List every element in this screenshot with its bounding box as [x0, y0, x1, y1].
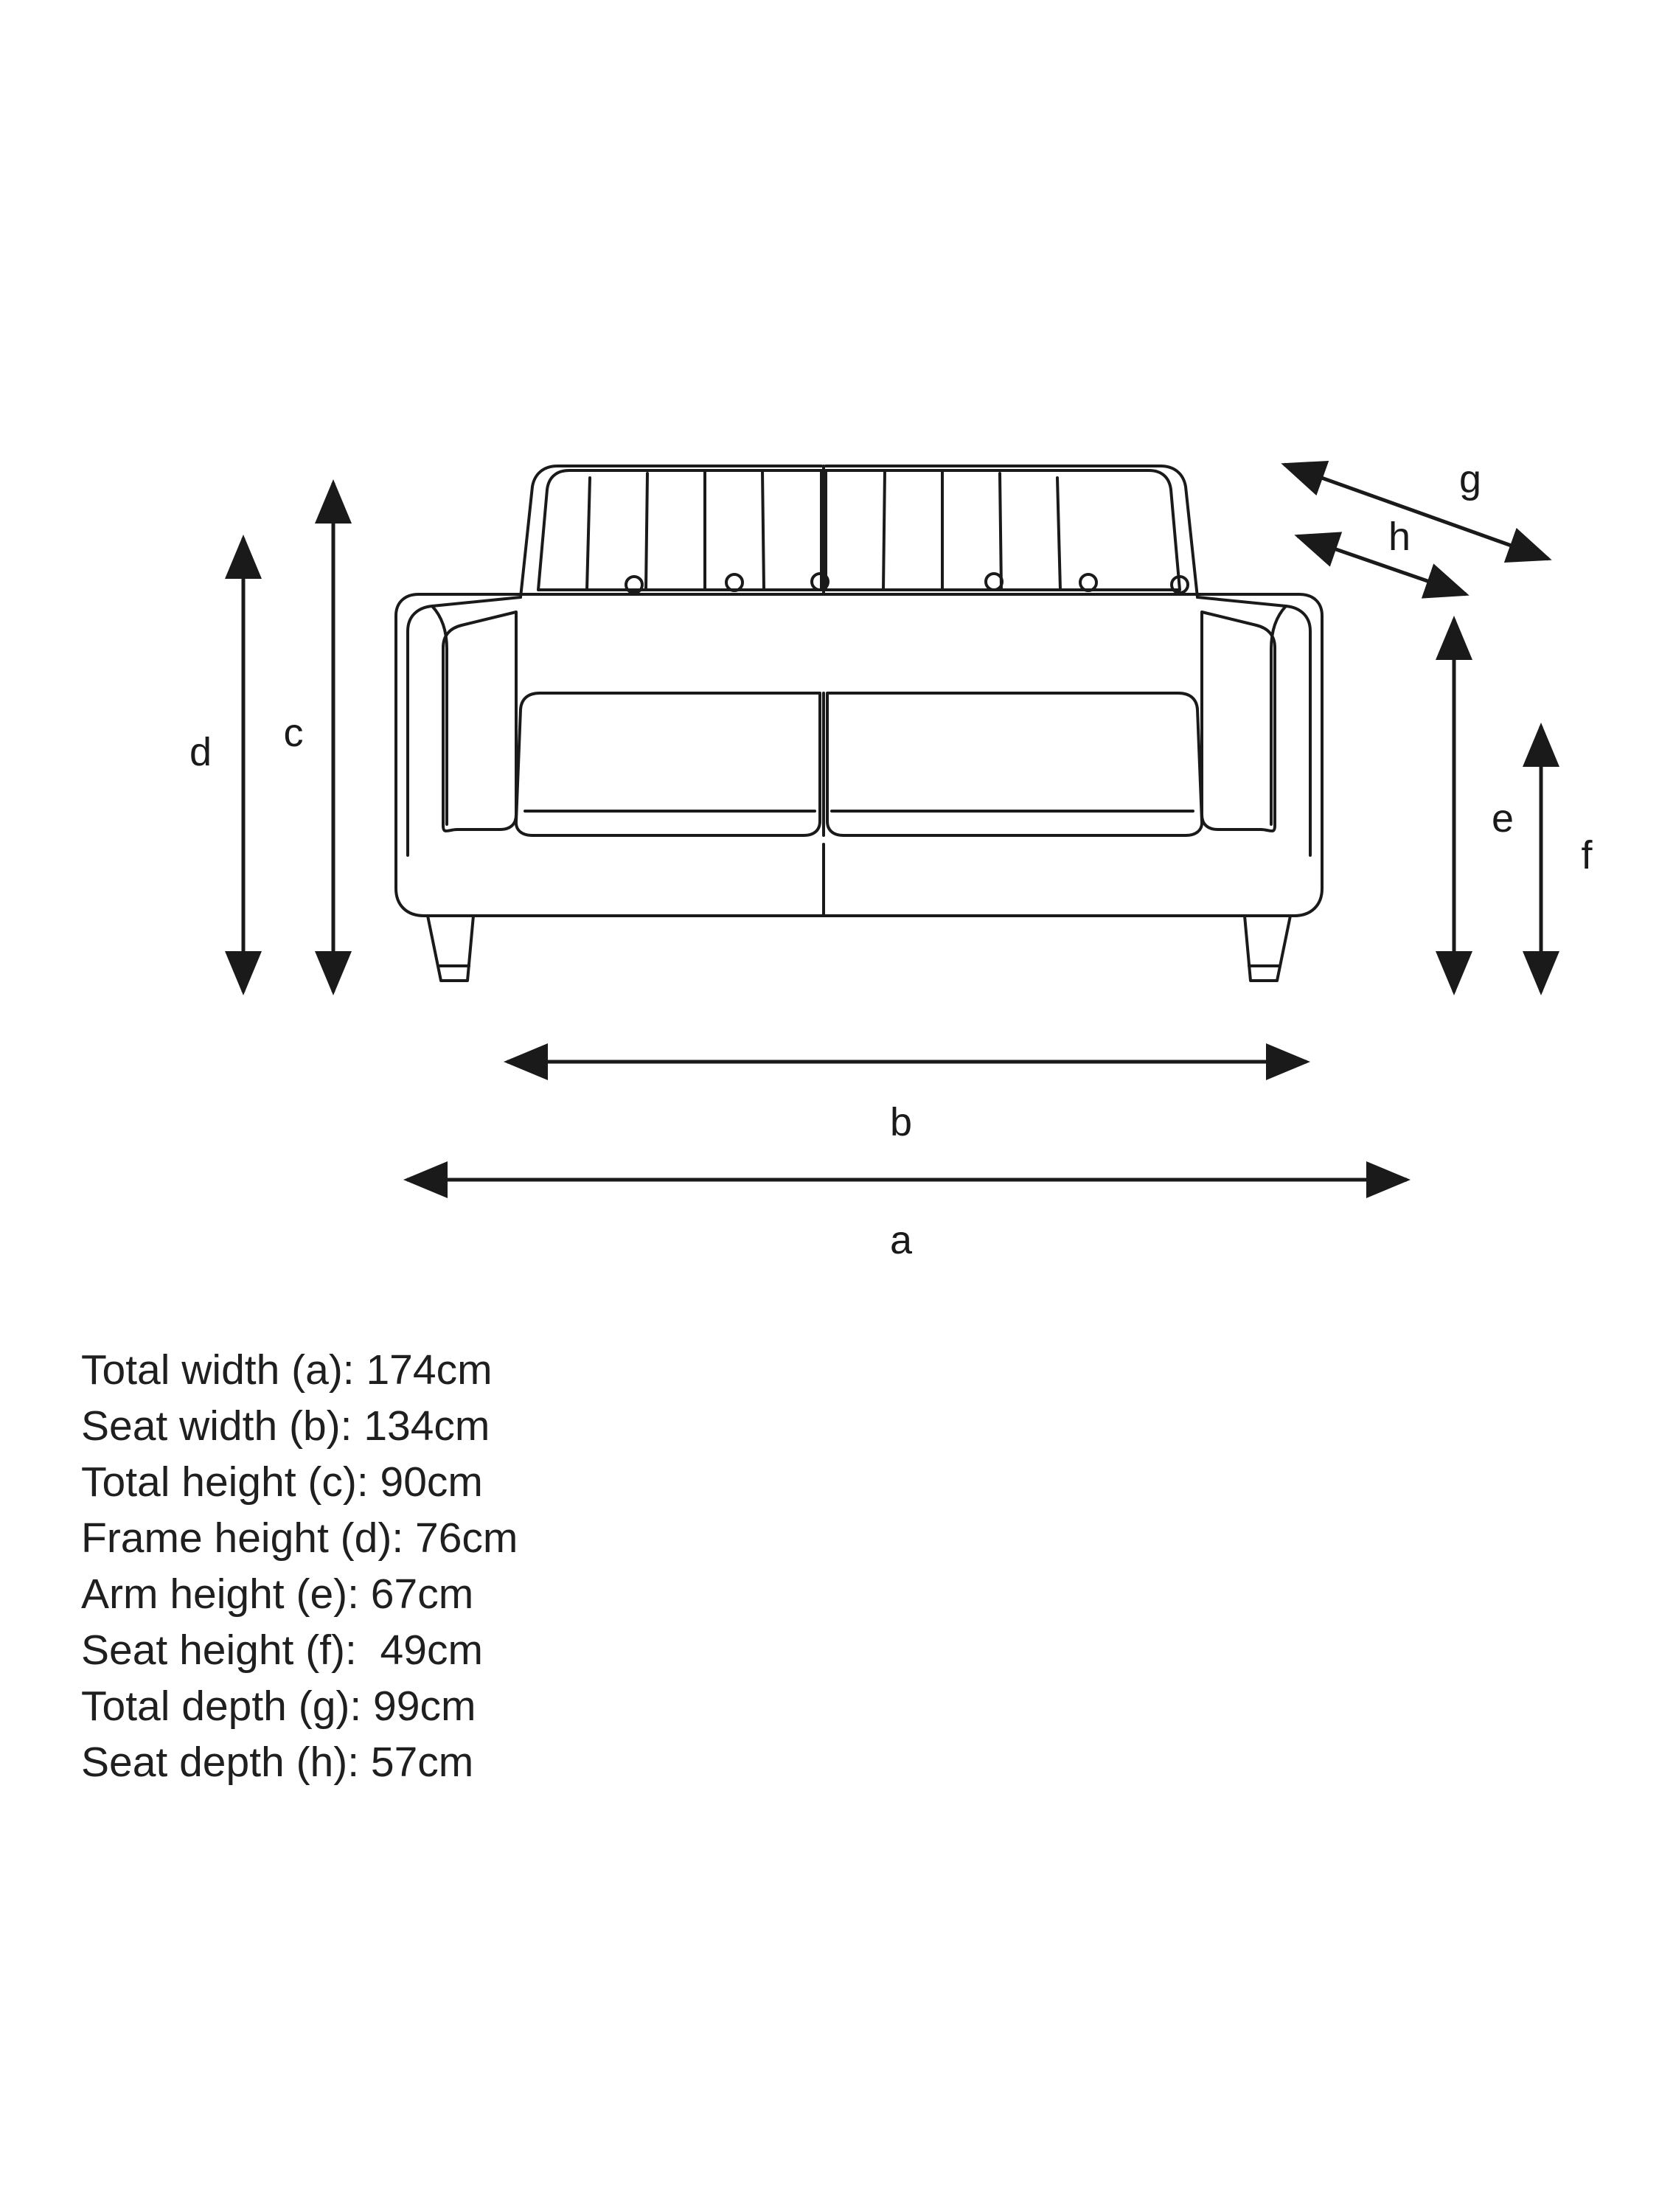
spec-seat-height: Seat height (f): 49cm [81, 1627, 483, 1674]
dimension-arrows [243, 465, 1548, 1180]
right-arm-inner-panel [1202, 612, 1275, 831]
dim-label-a: a [889, 1218, 913, 1262]
dim-label-e: e [1491, 796, 1514, 841]
spec-seat-width: Seat width (b): 134cm [81, 1402, 490, 1450]
tuft-line-7 [1000, 473, 1001, 590]
dim-label-b: b [889, 1100, 913, 1144]
back-cushion-left [538, 470, 821, 590]
spec-arm-height: Arm height (e): 67cm [81, 1571, 474, 1618]
dim-label-c: c [283, 711, 304, 755]
seat-cushion-right [827, 693, 1202, 835]
dim-label-d: d [189, 730, 212, 774]
spec-seat-depth: Seat depth (h): 57cm [81, 1739, 474, 1786]
tuft-button-2 [726, 574, 742, 591]
dim-label-f: f [1581, 833, 1593, 877]
spec-total-width: Total width (a): 174cm [81, 1346, 493, 1394]
leg-front-left [428, 916, 473, 981]
spec-frame-height: Frame height (d): 76cm [81, 1514, 518, 1562]
dim-label-h: h [1388, 515, 1411, 559]
seat-cushion-left [516, 693, 820, 835]
tuft-line-1 [587, 478, 590, 590]
tuft-button-5 [1080, 574, 1096, 591]
back-cushion-left-top-edge [521, 466, 821, 597]
back-cushion-right [826, 470, 1180, 590]
tuft-line-2 [646, 473, 647, 590]
tuft-line-4 [762, 470, 764, 590]
dim-label-g: g [1458, 457, 1482, 501]
tuft-button-4 [986, 574, 1002, 590]
sofa-base-outline [396, 594, 1322, 916]
spec-total-depth: Total depth (g): 99cm [81, 1683, 476, 1730]
right-arm-outer [1197, 597, 1310, 855]
sofa-illustration [396, 466, 1322, 981]
dim-arrow-h [1298, 536, 1466, 594]
left-arm-inner-panel [443, 612, 516, 831]
leg-front-right [1245, 916, 1290, 981]
spec-total-height: Total height (c): 90cm [81, 1458, 483, 1506]
tuft-line-5 [883, 470, 885, 590]
left-arm-outer [408, 597, 521, 855]
dimension-spec-list [81, 1342, 1113, 1790]
back-cushion-right-top-edge [826, 466, 1197, 597]
tuft-line-8 [1057, 478, 1060, 590]
dimension-labels [189, 457, 1593, 1262]
